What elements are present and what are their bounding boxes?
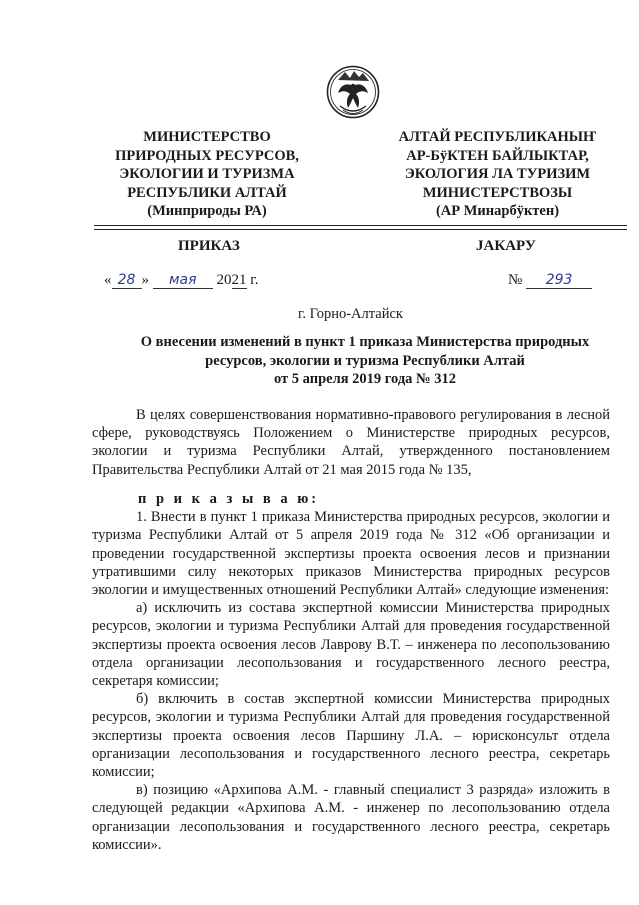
ministry-abbreviation: (Минприроды РА) bbox=[147, 203, 267, 219]
title-line: ресурсов, экологии и туризма Республики Алтай bbox=[205, 352, 525, 369]
ministry-name-russian bbox=[92, 128, 322, 221]
ministry-name-line: МИНИСТЕРСТВО bbox=[143, 129, 271, 145]
order-subitem-c: в) позицию «Архипова А.М. - главный специалист 3 разряда» изложить в следующей редакции «Архипова А.М. - инженер по лесопользованию отдела организации лесопользования и государственного лесного реестра, секретарь комиссии». bbox=[92, 782, 610, 853]
ministry-name-altai bbox=[370, 128, 625, 221]
title-line: О внесении изменений в пункт 1 приказа Министерства природных bbox=[140, 334, 590, 350]
date-year-suffix: 21 bbox=[231, 272, 247, 288]
date-quote-close: » bbox=[141, 272, 149, 288]
order-word: п р и к а з ы в а ю: bbox=[138, 491, 320, 507]
document-type-altai: JАКАРУ bbox=[476, 238, 536, 254]
date-day: 28 bbox=[112, 272, 142, 289]
republic-altai-emblem-icon bbox=[326, 62, 380, 122]
header-divider bbox=[94, 225, 627, 226]
document-city: г. Горно-Алтайск bbox=[298, 306, 403, 322]
ministry-name-line: ЭКОЛОГИЯ ЛА ТУРИЗИМ bbox=[404, 166, 591, 182]
title-line: от 5 апреля 2019 года № 312 bbox=[273, 371, 457, 387]
ministry-name-line: ПРИРОДНЫХ РЕСУРСОВ, bbox=[115, 147, 299, 164]
number-value: 293 bbox=[526, 272, 592, 289]
date-month: мая bbox=[153, 272, 213, 289]
date-year-prefix: 20 bbox=[216, 272, 232, 288]
order-section bbox=[92, 490, 610, 854]
ministry-name-line: РЕСПУБЛИКИ АЛТАЙ bbox=[127, 184, 287, 201]
ministry-name-line: АР-БÿКТЕН БАЙЛЫКТАР, bbox=[406, 147, 589, 164]
order-item-1: 1. Внести в пункт 1 приказа Министерства природных ресурсов, экологии и туризма Республики Алтай от 5 апреля 2019 года № 312 «Об организации и проведении государственной экспертизы проекта освоения лесов и признании утратившими силу некоторых приказов Министерства природных ресурсов экологии и имущественных отношений Республики Алтай» следующие изменения: bbox=[92, 509, 610, 599]
date-year-unit: г. bbox=[246, 272, 259, 288]
document-number bbox=[508, 272, 592, 289]
ministry-abbreviation: (АР Минарбÿктен) bbox=[435, 203, 560, 219]
ministry-name-line: ЭКОЛОГИИ И ТУРИЗМА bbox=[119, 166, 295, 182]
ministry-name-line: МИНИСТЕРСТВОЗЫ bbox=[422, 184, 573, 201]
ministry-name-line: АЛТАЙ РЕСПУБЛИКАНЫҤ bbox=[398, 129, 597, 145]
header-divider bbox=[94, 229, 627, 230]
order-subitem-b: б) включить в состав экспертной комиссии Министерства природных ресурсов, экологии и туризма Республики Алтай для проведения государственной экспертизы проекта освоения лесов Паршину Л.А. – юрисконсульт отдела организации лесопользования и государственного лесного реестра, секретарь комиссии; bbox=[92, 691, 610, 781]
document-title bbox=[110, 333, 620, 389]
date-quote-open: « bbox=[104, 272, 112, 288]
document-type-russian: ПРИКАЗ bbox=[178, 238, 240, 254]
document-date bbox=[104, 272, 258, 289]
number-label: № bbox=[508, 272, 523, 288]
preamble bbox=[92, 406, 610, 479]
order-subitem-a: а) исключить из состава экспертной комиссии Министерства природных ресурсов, экологии и туризма Республики Алтай для проведения государственной экспертизы проекта освоения лесов Лаврову В.Т. – инженера по лесопользованию отдела организации лесопользования и государственного лесного реестра, секретаря комиссии; bbox=[92, 600, 610, 690]
preamble-text: В целях совершенствования нормативно-правового регулирования в лесной сфере, руководствуясь Положением о Министерстве природных ресурсов, экологии и туризма Республики Алтай, утвержденного постановлением Правительства Республики Алтай от 21 мая 2015 года № 135, bbox=[92, 407, 610, 478]
